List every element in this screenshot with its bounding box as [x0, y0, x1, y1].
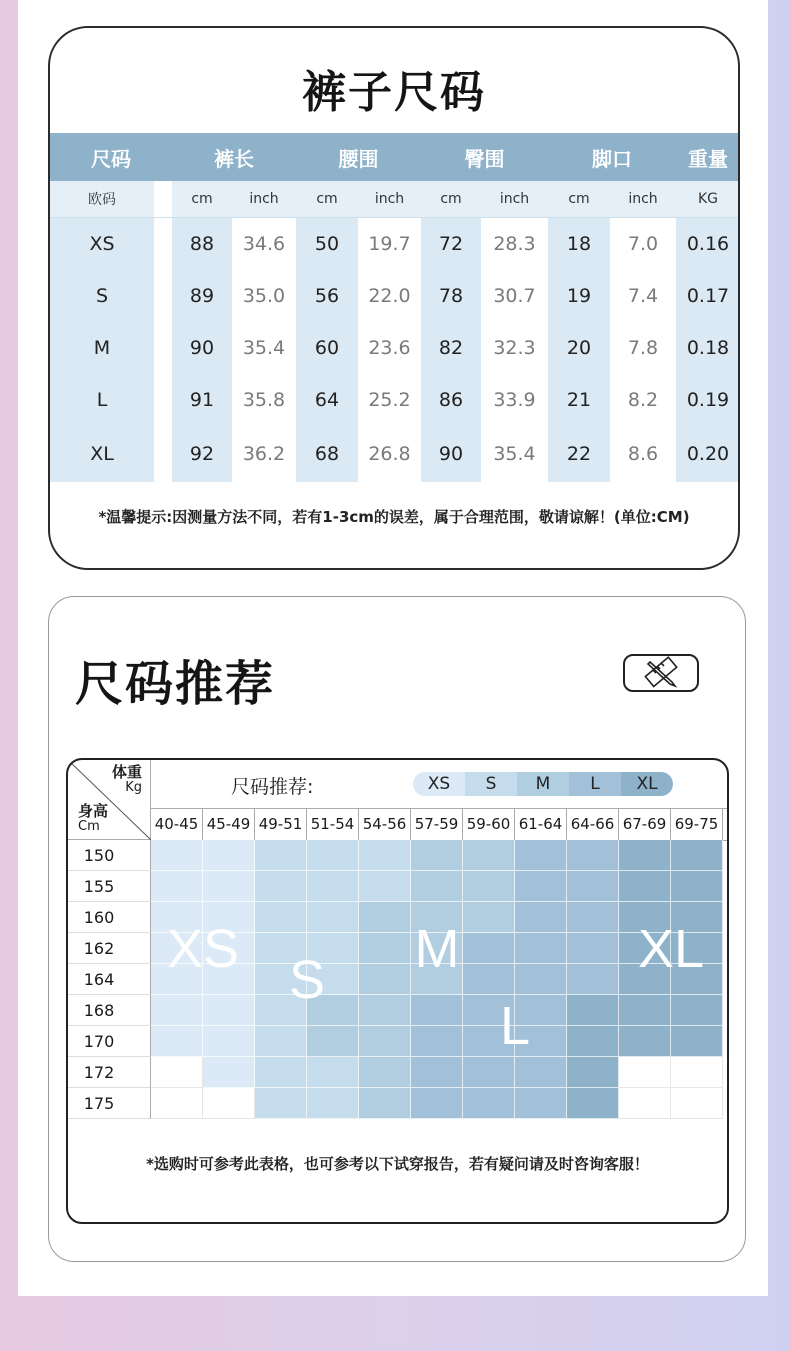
- table-row: [50, 322, 740, 374]
- gap-cell: [154, 218, 172, 271]
- kg-cell: 0.18: [676, 322, 740, 374]
- header-length: 裤长: [172, 133, 296, 181]
- size-grid: [151, 840, 723, 1119]
- gap-cell: [154, 181, 172, 218]
- grid-cell: [359, 902, 411, 933]
- grid-cell: [515, 1057, 567, 1088]
- weight-range-label: 61-64: [515, 808, 567, 840]
- unit-cell: inch: [232, 181, 296, 218]
- grid-cell: [359, 871, 411, 902]
- height-unit: Cm: [78, 819, 100, 834]
- inch-cell: 35.4: [481, 426, 548, 482]
- weight-range-label: 64-66: [567, 808, 619, 840]
- grid-cell: [203, 1057, 255, 1088]
- grid-cell: [671, 1057, 723, 1088]
- cm-cell: 72: [421, 218, 481, 271]
- legend-item-l: L: [569, 772, 621, 796]
- grid-cell: [203, 995, 255, 1026]
- grid-cell: [411, 1057, 463, 1088]
- weight-range-label: 69-75: [671, 808, 723, 840]
- inch-cell: 35.4: [232, 322, 296, 374]
- legend-item-xs: XS: [413, 772, 465, 796]
- size-region-label-s: S: [288, 949, 326, 1010]
- grid-cell: [567, 1026, 619, 1057]
- cm-cell: 50: [296, 218, 358, 271]
- weight-range-label: 51-54: [307, 808, 359, 840]
- height-label: 172: [68, 1057, 151, 1088]
- grid-cell: [255, 1057, 307, 1088]
- grid-cell: [567, 902, 619, 933]
- cm-cell: 19: [548, 270, 610, 322]
- grid-cell: [151, 871, 203, 902]
- table-row: [50, 218, 740, 271]
- grid-cell: [307, 871, 359, 902]
- weight-range-label: 57-59: [411, 808, 463, 840]
- grid-cell: [567, 933, 619, 964]
- weight-range-label: 54-56: [359, 808, 411, 840]
- grid-cell: [567, 840, 619, 871]
- unit-cell: cm: [172, 181, 232, 218]
- grid-cell: [255, 1026, 307, 1057]
- inch-cell: 30.7: [481, 270, 548, 322]
- grid-cell: [411, 1088, 463, 1119]
- inch-cell: 26.8: [358, 426, 421, 482]
- header-hip: 臀围: [421, 133, 548, 181]
- grid-cell: [411, 1026, 463, 1057]
- height-label: 175: [68, 1088, 151, 1119]
- height-label: 162: [68, 933, 151, 964]
- pencil-ruler-icon: [623, 654, 699, 692]
- size-region-label-l: L: [499, 996, 531, 1056]
- grid-cell: [307, 902, 359, 933]
- inch-cell: 33.9: [481, 374, 548, 426]
- unit-cell: KG: [676, 181, 740, 218]
- grid-cell: [671, 871, 723, 902]
- grid-cell: [255, 871, 307, 902]
- size-cell: XL: [50, 426, 154, 482]
- grid-cell: [359, 995, 411, 1026]
- legend-item-xl: XL: [621, 772, 673, 796]
- cm-cell: 22: [548, 426, 610, 482]
- cm-cell: 78: [421, 270, 481, 322]
- inch-cell: 35.0: [232, 270, 296, 322]
- legend-item-m: M: [517, 772, 569, 796]
- unit-cell: inch: [358, 181, 421, 218]
- inch-cell: 28.3: [481, 218, 548, 271]
- inch-cell: 7.0: [610, 218, 676, 271]
- legend-row: [151, 760, 727, 809]
- kg-cell: 0.19: [676, 374, 740, 426]
- size-region-label-xs: XS: [166, 918, 240, 979]
- grid-cell: [619, 995, 671, 1026]
- size-region-label-m: M: [414, 918, 460, 979]
- cm-cell: 20: [548, 322, 610, 374]
- inch-cell: 8.6: [610, 426, 676, 482]
- grid-cell: [463, 964, 515, 995]
- cm-cell: 56: [296, 270, 358, 322]
- height-label: 168: [68, 995, 151, 1026]
- grid-cell: [671, 840, 723, 871]
- inch-cell: 25.2: [358, 374, 421, 426]
- grid-cell: [411, 871, 463, 902]
- grid-cell: [619, 1026, 671, 1057]
- height-column: [68, 840, 151, 1119]
- measurement-note: *温馨提示:因测量方法不同，若有1-3cm的误差，属于合理范围，敬请谅解！(单位:CM): [98, 508, 690, 526]
- weight-range-label: 59-60: [463, 808, 515, 840]
- weight-range-label: 49-51: [255, 808, 307, 840]
- kg-cell: 0.17: [676, 270, 740, 322]
- size-recommend-card: [48, 596, 746, 1262]
- grid-cell: [567, 995, 619, 1026]
- height-label: 160: [68, 902, 151, 933]
- grid-cell: [359, 840, 411, 871]
- grid-cell: [671, 1088, 723, 1119]
- height-label: 170: [68, 1026, 151, 1057]
- grid-cell: [359, 933, 411, 964]
- grid-cell: [515, 840, 567, 871]
- cm-cell: 88: [172, 218, 232, 271]
- grid-cell: [463, 902, 515, 933]
- grid-cell: [619, 1057, 671, 1088]
- cm-cell: 18: [548, 218, 610, 271]
- grid-cell: [151, 1026, 203, 1057]
- grid-cell: [567, 1088, 619, 1119]
- recommend-grid-box: [66, 758, 729, 1224]
- grid-cell: [619, 871, 671, 902]
- cm-cell: 64: [296, 374, 358, 426]
- weight-axis-label: [112, 764, 142, 796]
- grid-cell: [307, 1088, 359, 1119]
- inch-cell: 34.6: [232, 218, 296, 271]
- height-label: 身高: [78, 802, 109, 820]
- header-waist: 腰围: [296, 133, 421, 181]
- size-cell: S: [50, 270, 154, 322]
- size-chart-card: [48, 26, 740, 570]
- cm-cell: 82: [421, 322, 481, 374]
- weight-unit: Kg: [125, 780, 142, 795]
- grid-cell: [567, 1057, 619, 1088]
- grid-cell: [151, 840, 203, 871]
- grid-cell: [307, 1026, 359, 1057]
- gap-cell: [154, 426, 172, 482]
- table-row: [50, 374, 740, 426]
- kg-cell: 0.20: [676, 426, 740, 482]
- cm-cell: 68: [296, 426, 358, 482]
- grid-cell: [203, 871, 255, 902]
- cm-cell: 90: [421, 426, 481, 482]
- gap-cell: [154, 270, 172, 322]
- cm-cell: 21: [548, 374, 610, 426]
- units-row: [50, 181, 740, 218]
- grid-cell: [151, 1057, 203, 1088]
- grid-cell: [255, 902, 307, 933]
- grid-cell: [671, 1026, 723, 1057]
- grid-cell: [411, 840, 463, 871]
- grid-cell: [359, 1057, 411, 1088]
- grid-cell: [151, 995, 203, 1026]
- inch-cell: 35.8: [232, 374, 296, 426]
- unit-cell: inch: [481, 181, 548, 218]
- grid-cell: [463, 1088, 515, 1119]
- table-row: [50, 426, 740, 482]
- inch-cell: 7.4: [610, 270, 676, 322]
- grid-cell: [671, 995, 723, 1026]
- header-weight: 重量: [676, 133, 740, 181]
- axis-corner: [68, 760, 151, 840]
- grid-cell: [515, 964, 567, 995]
- weight-label: 体重: [111, 763, 142, 781]
- size-region-label-xl: XL: [637, 918, 705, 979]
- legend-bar: [413, 772, 673, 796]
- inch-cell: 7.8: [610, 322, 676, 374]
- size-cell: L: [50, 374, 154, 426]
- cm-cell: 92: [172, 426, 232, 482]
- inch-cell: 23.6: [358, 322, 421, 374]
- grid-cell: [515, 1088, 567, 1119]
- grid-cell: [515, 871, 567, 902]
- grid-cell: [411, 995, 463, 1026]
- grid-cell: [203, 1088, 255, 1119]
- weight-range-label: 40-45: [151, 808, 203, 840]
- height-label: 155: [68, 871, 151, 902]
- cm-cell: 89: [172, 270, 232, 322]
- grid-cell: [463, 933, 515, 964]
- grid-cell: [307, 1057, 359, 1088]
- grid-cell: [567, 871, 619, 902]
- table-row: [50, 270, 740, 322]
- size-cell: M: [50, 322, 154, 374]
- gap-cell: [154, 374, 172, 426]
- header-size: 尺码: [50, 133, 172, 181]
- height-axis-label: [78, 803, 108, 835]
- size-chart-title: 裤子尺码: [302, 67, 486, 118]
- grid-cell: [515, 933, 567, 964]
- grid-cell: [359, 1026, 411, 1057]
- grid-cell: [359, 1088, 411, 1119]
- legend-item-s: S: [465, 772, 517, 796]
- gap-cell: [154, 322, 172, 374]
- grid-cell: [255, 1088, 307, 1119]
- grid-cell: [359, 964, 411, 995]
- unit-cell: cm: [421, 181, 481, 218]
- inch-cell: 36.2: [232, 426, 296, 482]
- unit-cell: 欧码: [50, 181, 154, 218]
- weight-range-label: 67-69: [619, 808, 671, 840]
- grid-cell: [255, 840, 307, 871]
- grid-cell: [515, 902, 567, 933]
- grid-cell: [463, 1057, 515, 1088]
- recommend-note: *选购时可参考此表格，也可参考以下试穿报告，若有疑问请及时咨询客服！: [146, 1155, 649, 1173]
- inch-cell: 19.7: [358, 218, 421, 271]
- weight-range-label: 45-49: [203, 808, 255, 840]
- grid-cell: [463, 871, 515, 902]
- unit-cell: cm: [548, 181, 610, 218]
- size-cell: XS: [50, 218, 154, 271]
- header-hem: 脚口: [548, 133, 676, 181]
- height-label: 164: [68, 964, 151, 995]
- grid-cell: [567, 964, 619, 995]
- cm-cell: 86: [421, 374, 481, 426]
- height-label: 150: [68, 840, 151, 871]
- grid-cell: [203, 840, 255, 871]
- legend-label: 尺码推荐:: [231, 776, 314, 798]
- weight-header-row: [151, 808, 727, 841]
- inch-cell: 8.2: [610, 374, 676, 426]
- cm-cell: 90: [172, 322, 232, 374]
- inch-cell: 32.3: [481, 322, 548, 374]
- cm-cell: 60: [296, 322, 358, 374]
- recommend-title: 尺码推荐: [75, 656, 276, 712]
- grid-cell: [307, 840, 359, 871]
- grid-cell: [463, 840, 515, 871]
- cm-cell: 91: [172, 374, 232, 426]
- unit-cell: inch: [610, 181, 676, 218]
- unit-cell: cm: [296, 181, 358, 218]
- size-table: [50, 133, 740, 482]
- grid-cell: [151, 1088, 203, 1119]
- grid-cell: [619, 840, 671, 871]
- inch-cell: 22.0: [358, 270, 421, 322]
- grid-cell: [203, 1026, 255, 1057]
- kg-cell: 0.16: [676, 218, 740, 271]
- grid-cell: [619, 1088, 671, 1119]
